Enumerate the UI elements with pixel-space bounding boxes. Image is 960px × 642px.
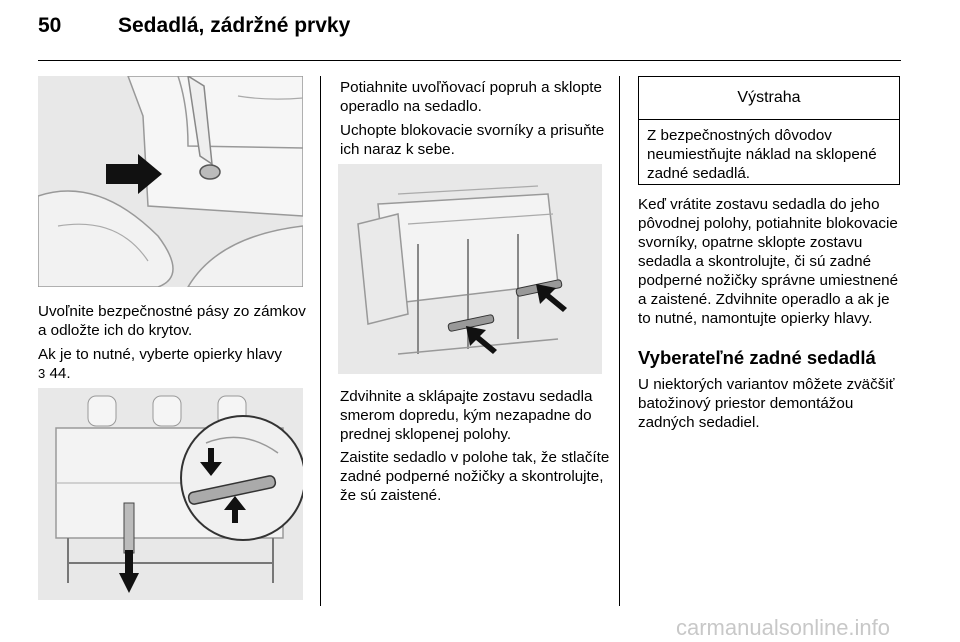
column-divider-left: [320, 76, 321, 606]
col2-paragraph-1: Potiahnite uvoľňovací popruh a sklopte operadlo na sedadlo.: [340, 79, 602, 115]
footer-watermark: carmanualsonline.info: [676, 615, 891, 640]
section-text: U niektorých variantov môžete zväčšiť batožinový priestor demontážou zadných sedadiel.: [638, 376, 895, 431]
seat-locking-illustration: [38, 388, 303, 600]
page-reference-icon: 3: [38, 366, 46, 381]
warning-box: [638, 76, 900, 185]
page-reference-link[interactable]: 44.: [49, 365, 71, 382]
col2-paragraph-4: Zaistite sedadlo v polohe tak, že stlačíte zadné podperné nožičky a skontrolujte, že sú zaistené.: [340, 449, 610, 504]
col2-paragraph-3: Zdvihnite a sklápajte zostavu sedadla smerom dopredu, kým nezapadne do prednej sklopenej polohy.: [340, 388, 593, 443]
col1-paragraph-2: [38, 345, 313, 383]
column-divider-right: [619, 76, 620, 606]
warning-text: Z bezpečnostných dôvodov neumiestňujte náklad na sklopené zadné sedadlá.: [647, 127, 877, 182]
seatbelt-illustration: [38, 76, 303, 287]
warning-title: Výstraha: [639, 77, 899, 120]
col3-paragraph-1: Keď vrátite zostavu sedadla do jeho pôvodnej polohy, potiahnite blokovacie svorníky, opatrne sklopte zostavu sedadla a skontrolujte, či sú zadné podperné nožičky správne umiestnené a zaistené. Zdvihnite operadlo a ak je to nutné, namontujte opierky hlavy.: [638, 196, 899, 327]
col2-paragraph-2: Uchopte blokovacie svorníky a prisuňte ich naraz k sebe.: [340, 122, 605, 158]
col1-paragraph-2-text: Ak je to nutné, vyberte opierky hlavy: [38, 346, 282, 363]
section-heading: Vyberateľné zadné sedadlá: [638, 347, 876, 368]
seat-folding-illustration: [338, 164, 602, 374]
page-title: Sedadlá, zádržné prvky: [118, 14, 351, 37]
page-number: 50: [38, 14, 62, 37]
header-rule: [38, 60, 901, 61]
col1-paragraph-1: Uvoľnite bezpečnostné pásy zo zámkov a odložte ich do krytov.: [38, 303, 306, 339]
